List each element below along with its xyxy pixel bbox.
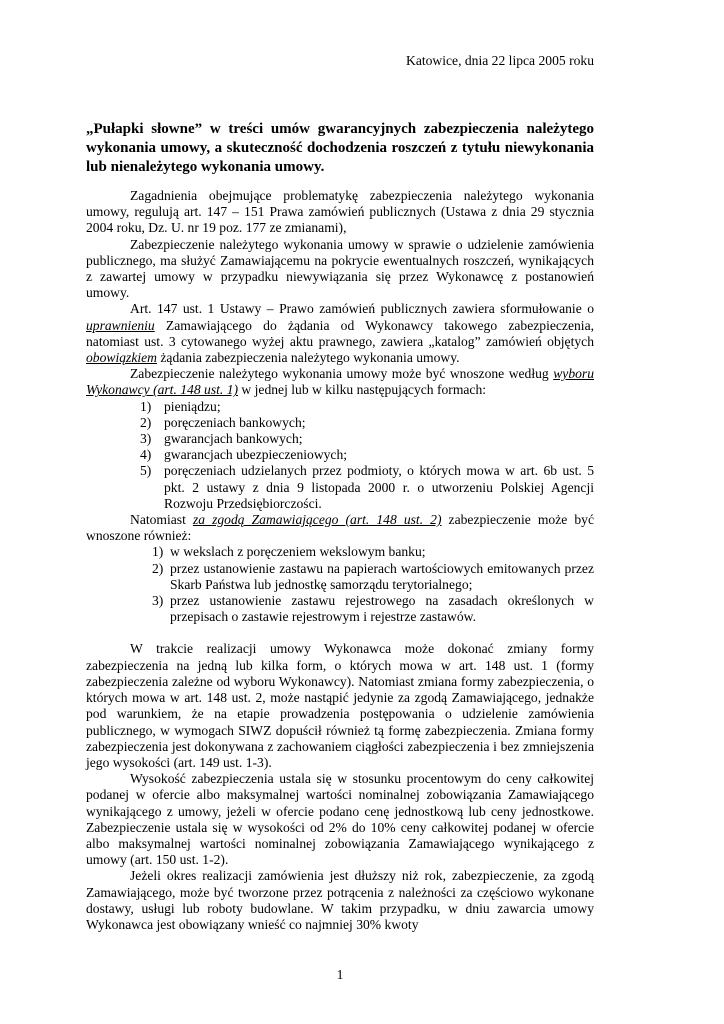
list-item: 3) przez ustanowienie zastawu rejestrowego na zasadach określonych w przepisach o zastawie rejestrowym i rejestrze zastawów. bbox=[152, 593, 594, 625]
page-number: 1 bbox=[336, 967, 344, 982]
consent-forms-list bbox=[86, 544, 594, 625]
paragraph-5: Natomiast za zgodą Zamawiającego (art. 148 ust. 2) zabezpieczenie może być wnoszone również: bbox=[86, 512, 594, 544]
paragraph-7: Wysokość zabezpieczenia ustala się w stosunku procentowym do ceny całkowitej podanej w ofercie albo maksymalnej wartości nominalnej zobowiązania Zamawiającego wynikającego z umowy, jeżeli w ofercie podano cenę jednostkową lub ceny jednostkowe. Zabezpieczenie ustala się w wysokości od 2% do 10% ceny całkowitej podanej w ofercie albo maksymalnej wartości nominalnej zobowiązania Zamawiającego wynikającego z umowy (art. 150 ust. 1-2). bbox=[86, 771, 594, 868]
list-item: 1) pieniądzu; bbox=[140, 398, 221, 414]
paragraph-1: Zagadnienia obejmujące problematykę zabezpieczenia należytego wykonania umowy, regulują art. 147 – 151 Prawa zamówień publicznych (Ustawa z dnia 29 stycznia 2004 roku, Dz. U. nr 19 poz. 177 ze zmianami), bbox=[86, 188, 594, 236]
paragraph-2: Zabezpieczenie należytego wykonania umowy w sprawie o udzielenie zamówienia publicznego, ma służyć Zamawiającemu na pokrycie ewentualnych roszczeń, wynikających z zawartej umowy w przypadku niewywiązania się przez Wykonawcę z postanowień umowy. bbox=[86, 236, 594, 301]
document-title: „Pułapki słowne” w treści umów gwarancyjnych zabezpieczenia należytego wykonania umowy, a skuteczność dochodzenia roszczeń z tytułu niewykonania lub nienależytego wykonania umowy. bbox=[86, 121, 594, 175]
list-item: 5) poręczeniach udzielanych przez podmioty, o których mowa w art. 6b ust. 5 pkt. 2 ustawy z dnia 9 listopada 2000 r. o utworzeniu Polskiej Agencji Rozwoju Przedsiębiorczości. bbox=[140, 463, 594, 511]
emphasis-uprawnieniu: uprawnieniu bbox=[86, 317, 155, 333]
paragraph-6: W trakcie realizacji umowy Wykonawca może dokonać zmiany formy zabezpieczenia na jedną lub kilka form, o których mowa w art. 148 ust. 1 (formy zabezpieczenia zależne od wyboru Wykonawcy). Natomiast zmiana formy zabezpieczenia, o których mowa w art. 148 ust. 2, może nastąpić jedynie za zgodą Zamawiającego, jednakże pod warunkiem, że na etapie prowadzenia postępowania o udzielenie zamówienia publicznego, w wymogach SIWZ dopuścił również tą formę zabezpieczenia. Zmiana formy zabezpieczenia jest dokonywana z zachowaniem ciągłości zabezpieczenia i bez zmniejszenia jego wysokości (art. 149 ust. 1-3). bbox=[86, 641, 594, 770]
list-item: 3) gwarancjach bankowych; bbox=[140, 431, 303, 447]
emphasis-zgoda-zamawiajacego: za zgodą Zamawiającego (art. 148 ust. 2) bbox=[192, 512, 442, 528]
list-item: 2) poręczeniach bankowych; bbox=[140, 414, 306, 430]
paragraph-8: Jeżeli okres realizacji zamówienia jest dłuższy niż rok, zabezpieczenie, za zgodą Zamawiającego, może być tworzone przez potrącenia z należności za częściowo wykonane dostawy, usługi lub roboty budowlane. W takim przypadku, w dniu zawarcia umowy Wykonawca jest obowiązany wnieść co najmniej 30% kwoty bbox=[86, 868, 594, 932]
list-item: 2) przez ustanowienie zastawu na papierach wartościowych emitowanych przez Skarb Państwa lub jednostkę samorządu terytorialnego; bbox=[152, 560, 594, 592]
document-body bbox=[86, 188, 594, 933]
paragraph-3: Art. 147 ust. 1 Ustawy – Prawo zamówień publicznych zawiera sformułowanie o uprawnieniu Zamawiającego do żądania od Wykonawcy takowego zabezpieczenia, natomiast ust. 3 cytowanego wyżej aktu prawnego, zawiera „katalog” zamówień objętych obowiązkiem żądania zabezpieczenia należytego wykonania umowy. bbox=[86, 301, 594, 366]
paragraph-4: Zabezpieczenie należytego wykonania umowy może być wnoszone według wyboru Wykonawcy (art. 148 ust. 1) w jednej lub w kilku następujących formach: bbox=[86, 366, 594, 398]
list-item: 1) w wekslach z poręczeniem wekslowym banku; bbox=[152, 544, 426, 560]
document-date: Katowice, dnia 22 lipca 2005 roku bbox=[406, 53, 594, 68]
emphasis-wybor-wykonawcy: wyboru Wykonawcy (art. 148 ust. 1) bbox=[86, 366, 594, 398]
emphasis-obowiazkiem: obowiązkiem bbox=[86, 350, 157, 366]
paragraph-gap bbox=[86, 625, 594, 641]
list-item: 4) gwarancjach ubezpieczeniowych; bbox=[140, 447, 348, 463]
security-forms-list bbox=[86, 399, 594, 512]
